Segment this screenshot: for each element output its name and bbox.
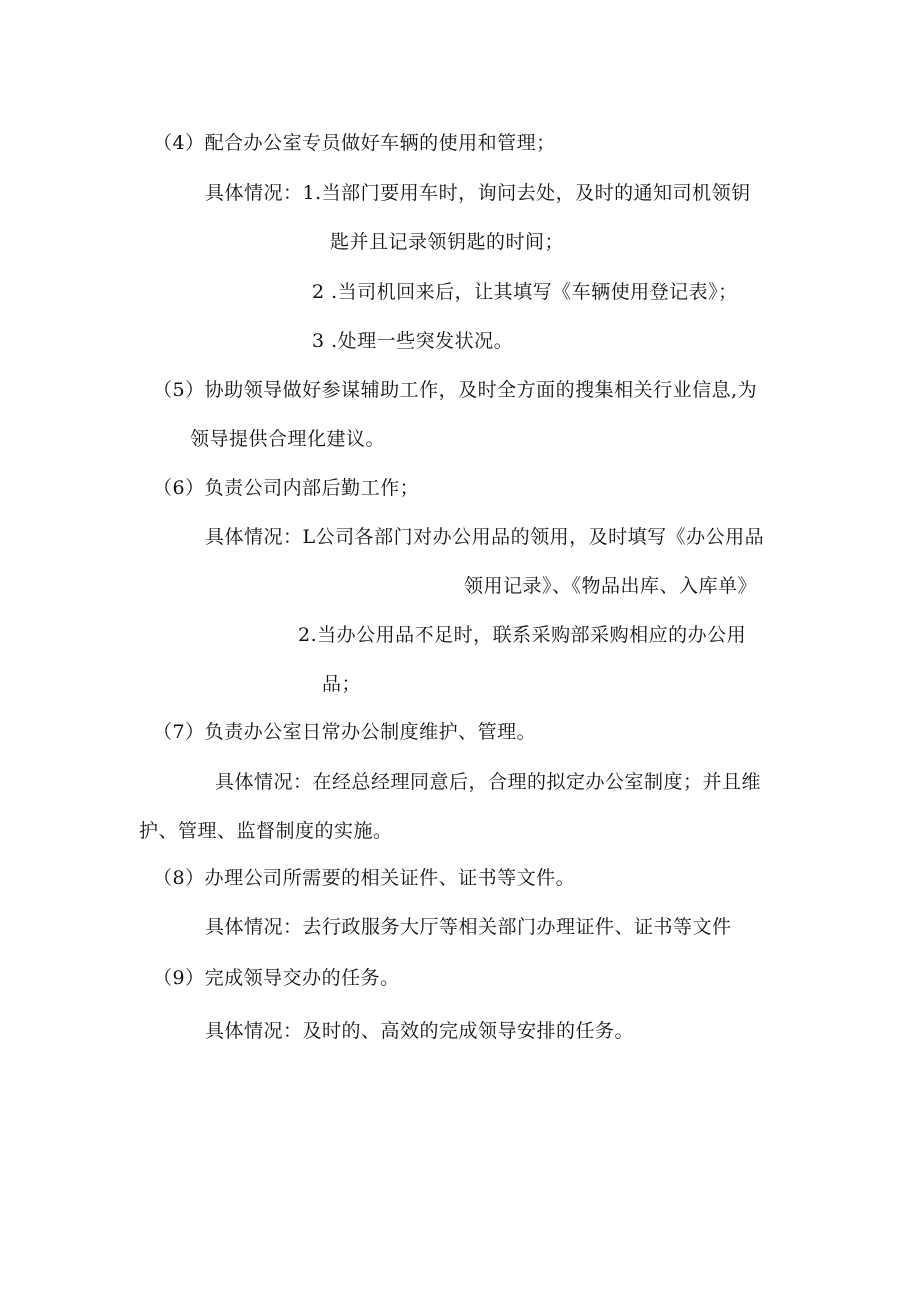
item-9-heading: （9）完成领导交办的任务。 [153,967,400,989]
item-6-detail-2: 2.当办公用品不足时，联系采购部采购相应的办公用 [298,624,747,646]
item-5-heading: （5）协助领导做好参谋辅助工作，及时全方面的搜集相关行业信息,为 [153,379,758,401]
item-6-heading: （6）负责公司内部后勤工作； [153,477,420,499]
item-7-detail: 具体情况：在经总经理同意后，合理的拟定办公室制度；并且维 [215,771,762,793]
item-7-heading: （7）负责办公室日常办公制度维护、管理。 [153,721,537,743]
item-9-detail: 具体情况：及时的、高效的完成领导安排的任务。 [205,1020,635,1042]
item-6-detail-2-cont: 品； [322,673,362,695]
item-6-detail-1: 具体情况：L公司各部门对办公用品的领用，及时填写《办公用品 [205,526,765,548]
item-5-heading-cont: 领导提供合理化建议。 [190,428,386,450]
item-6-detail-1-cont: 领用记录》、《物品出库、入库单》 [464,575,758,597]
item-4-detail-1: 具体情况：1.当部门要用车时，询问去处，及时的通知司机领钥 [205,182,751,204]
item-4-detail-3: 3 .处理一些突发状况。 [312,330,514,352]
item-8-heading: （8）办理公司所需要的相关证件、证书等文件。 [153,867,576,889]
item-4-detail-2: 2 .当司机回来后，让其填写《车辆使用登记表》； [312,281,738,303]
item-4-detail-1-cont: 匙并且记录领钥匙的时间； [330,231,565,253]
item-8-detail: 具体情况：去行政服务大厅等相关部门办理证件、证书等文件 [205,916,732,938]
item-7-detail-cont: 护、管理、监督制度的实施。 [139,820,393,842]
item-4-heading: （4）配合办公室专员做好车辆的使用和管理； [153,132,556,154]
